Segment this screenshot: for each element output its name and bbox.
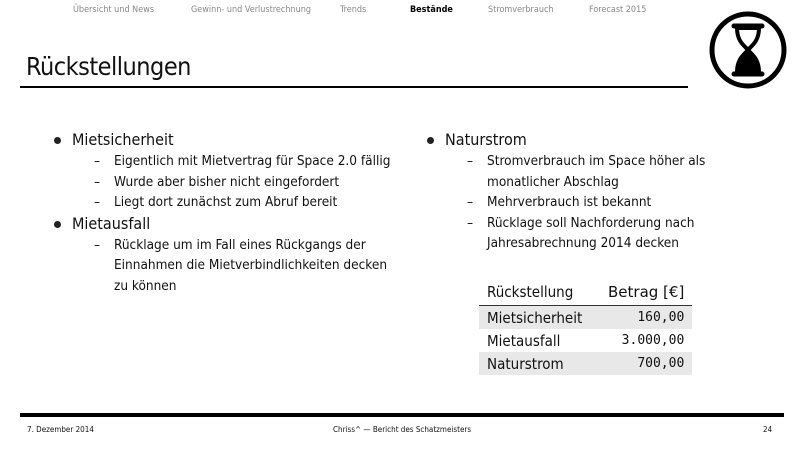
header-rueckstellung: Rückstellung (479, 281, 600, 306)
rueckstellungen-table (479, 281, 692, 375)
cell-name: Mietausfall (487, 331, 561, 350)
nav-trends[interactable]: Trends (340, 5, 367, 15)
slide-title: Rückstellungen (26, 52, 191, 81)
sub-bullet: – Wurde aber bisher nicht eingefordert (52, 172, 392, 193)
table-row (479, 352, 692, 375)
cell-name: Naturstrom (479, 352, 600, 375)
footer-date: 7. Dezember 2014 (27, 425, 94, 434)
sub-bullet: – Stromverbrauch im Space höher als monatlicher Abschlag (425, 151, 765, 192)
sub-bullet: – Rücklage um im Fall eines Rückgangs der Einnahmen die Mietverbindlichkeiten decken zu können (52, 235, 392, 297)
table-row (479, 306, 692, 330)
footer-title: Chriss^ — Bericht des Schatzmeisters (333, 425, 472, 434)
header-betrag: Betrag [€] (600, 281, 692, 306)
nav-forecast[interactable]: Forecast 2015 (589, 5, 647, 15)
cell-amount: 700,00 (600, 352, 692, 375)
right-column (425, 129, 765, 254)
footer-rule (20, 413, 784, 417)
bullet-naturstrom: Naturstrom (425, 129, 765, 151)
sub-bullet: – Liegt dort zunächst zum Abruf bereit (52, 192, 392, 213)
bullet-mietausfall: Mietausfall (52, 213, 392, 235)
left-column (52, 129, 392, 296)
sub-bullet: – Eigentlich mit Mietvertrag für Space 2.0 fällig (52, 151, 392, 172)
cell-amount: 3.000,00 (621, 333, 685, 348)
nav-bestaende[interactable]: Bestände (410, 5, 453, 15)
table-row (479, 329, 692, 352)
sub-bullet: – Rücklage soll Nachforderung nach Jahresabrechnung 2014 decken (425, 213, 765, 254)
table-header (479, 281, 692, 306)
hourglass-logo-icon (708, 10, 788, 90)
nav-overview[interactable]: Übersicht und News (73, 5, 155, 15)
cell-amount: 160,00 (600, 306, 692, 330)
page-number: 24 (763, 425, 773, 434)
cell-name: Mietsicherheit (479, 306, 600, 330)
nav-guv[interactable]: Gewinn- und Verlustrechnung (191, 5, 312, 15)
bullet-mietsicherheit: Mietsicherheit (52, 129, 392, 151)
nav-stromverbrauch[interactable]: Stromverbrauch (488, 5, 554, 15)
sub-bullet: – Mehrverbrauch ist bekannt (425, 192, 765, 213)
title-rule (20, 86, 688, 88)
